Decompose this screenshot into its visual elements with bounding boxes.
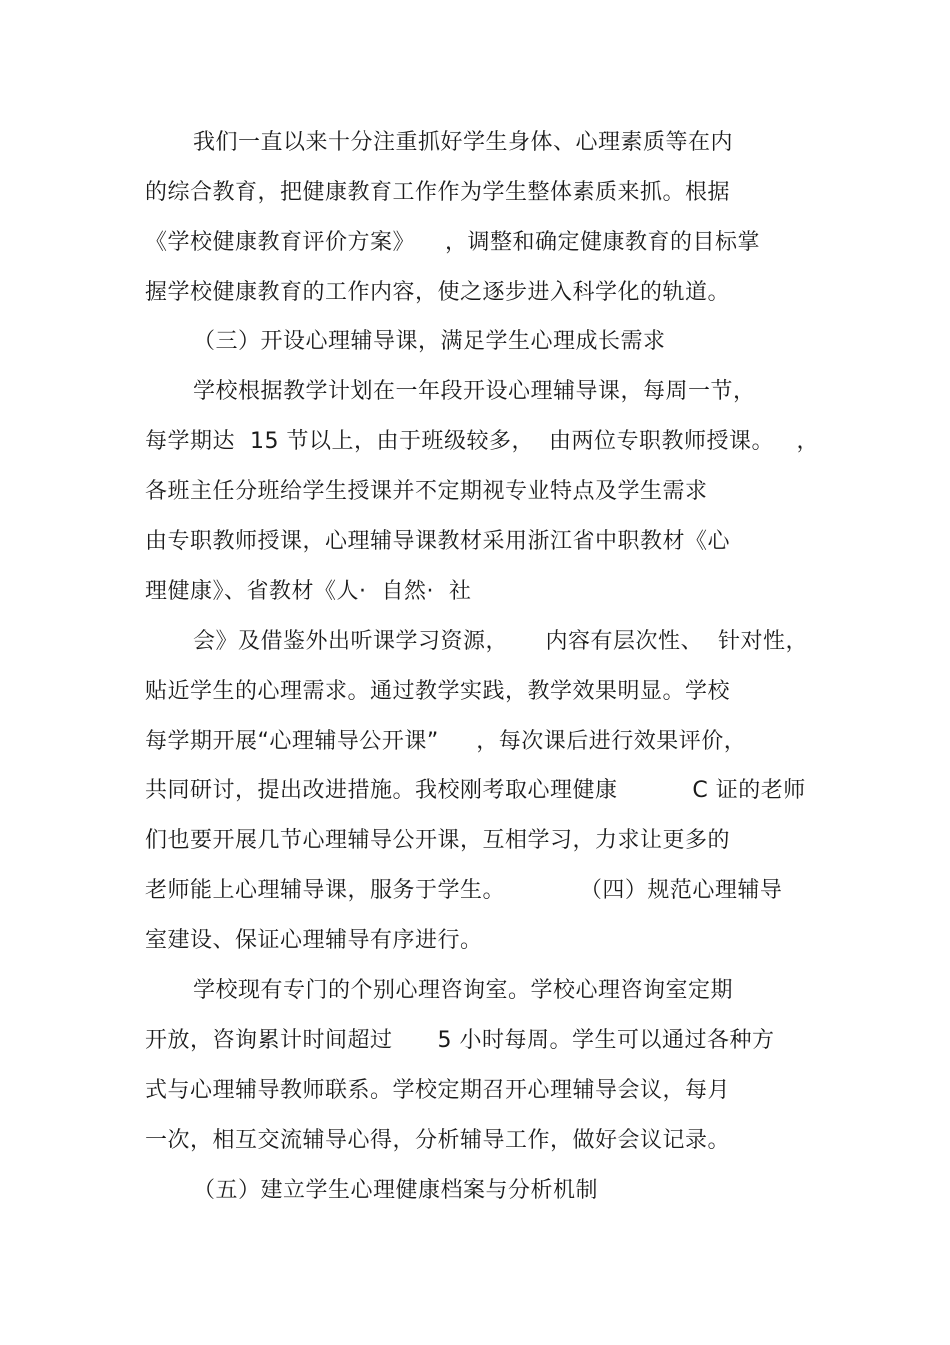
text-line: 贴近学生的心理需求。通过教学实践，教学效果明显。学校 bbox=[145, 679, 731, 704]
text-line: 共同研讨，提出改进措施。我校刚考取心理健康 C 证的老师 bbox=[145, 778, 806, 803]
text-line: 的综合教育，把健康教育工作作为学生整体素质来抓。根据 bbox=[145, 180, 731, 205]
text-line: 我们一直以来十分注重抓好学生身体、心理素质等在内 bbox=[193, 130, 734, 155]
text-line: 由专职教师授课，心理辅导课教材采用浙江省中职教材《心 bbox=[145, 529, 731, 554]
text-line: 们也要开展几节心理辅导公开课，互相学习，力求让更多的 bbox=[145, 828, 731, 853]
text-line: 每学期开展“心理辅导公开课” ，每次课后进行效果评价， bbox=[145, 729, 747, 754]
text-line: 理健康》、省教材《人· 自然· 社 bbox=[145, 579, 472, 604]
section-heading: （五）建立学生心理健康档案与分析机制 bbox=[193, 1178, 599, 1203]
text-line: 会》及借鉴外出听课学习资源， 内容有层次性、 针对性， bbox=[193, 629, 808, 654]
text-line: 一次，相互交流辅导心得，分析辅导工作，做好会议记录。 bbox=[145, 1128, 731, 1153]
text-line: 握学校健康教育的工作内容，使之逐步进入科学化的轨道。 bbox=[145, 280, 731, 305]
text-line: 室建设、保证心理辅导有序进行。 bbox=[145, 928, 483, 953]
text-line: 《学校健康教育评价方案》 ，调整和确定健康教育的目标掌 bbox=[145, 230, 760, 255]
section-heading: （三）开设心理辅导课，满足学生心理成长需求 bbox=[193, 329, 666, 354]
text-line: 学校现有专门的个别心理咨询室。学校心理咨询室定期 bbox=[193, 978, 734, 1003]
text-line: 老师能上心理辅导课，服务于学生。 （四）规范心理辅导 bbox=[145, 878, 783, 903]
text-line: 开放，咨询累计时间超过 5 小时每周。学生可以通过各种方 bbox=[145, 1028, 775, 1053]
text-line: 各班主任分班给学生授课并不定期视专业特点及学生需求 bbox=[145, 479, 708, 504]
text-line: 学校根据教学计划在一年段开设心理辅导课，每周一节， bbox=[193, 379, 756, 404]
text-line: 式与心理辅导教师联系。学校定期召开心理辅导会议，每月 bbox=[145, 1078, 731, 1103]
text-line: 每学期达 15 节以上，由于班级较多， 由两位专职教师授课。 ， bbox=[145, 429, 819, 454]
